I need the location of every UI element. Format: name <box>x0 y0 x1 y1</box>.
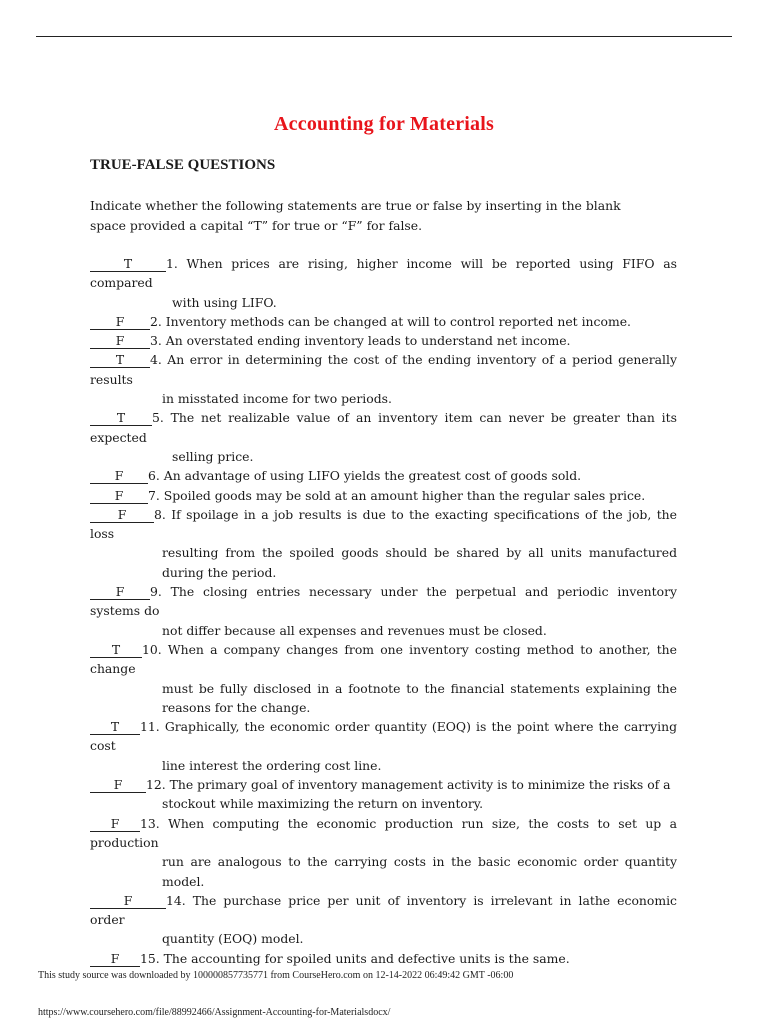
question-item <box>90 486 677 505</box>
question-item <box>90 814 677 891</box>
question-item <box>90 582 677 640</box>
source-url: https://www.coursehero.com/file/88992466/Assignment-Accounting-for-Materialsdocx/ <box>38 1007 391 1018</box>
question-text-continued: with using LIFO. <box>172 294 277 310</box>
question-number: 10. <box>142 641 162 657</box>
question-number: 11. <box>140 719 160 735</box>
answer-blank: F <box>90 315 150 330</box>
question-number: 2. <box>150 313 162 329</box>
answer-blank: F <box>90 952 140 967</box>
question-text: The primary goal of inventory management activity is to minimize the risks of a <box>165 777 671 793</box>
answer-blank: F <box>90 817 140 832</box>
question-number: 13. <box>140 815 160 831</box>
question-number: 5. <box>152 410 164 426</box>
question-item <box>90 466 677 485</box>
question-list <box>90 254 677 968</box>
question-text: If spoilage in a job results is due to the exacting specifications of the job, the loss <box>90 506 677 542</box>
question-item <box>90 312 677 331</box>
question-item <box>90 949 677 968</box>
answer-blank: F <box>90 334 150 349</box>
instructions-paragraph: Indicate whether the following statements are true or false by inserting in the blank space provided a capital “T” for true or “F” for false. <box>90 198 621 233</box>
question-text: The accounting for spoiled units and defective units is the same. <box>159 950 570 966</box>
question-item <box>90 640 677 717</box>
section-heading: TRUE-FALSE QUESTIONS <box>90 157 276 173</box>
question-item <box>90 408 677 466</box>
question-text: The closing entries necessary under the perpetual and periodic inventory systems do <box>90 584 677 619</box>
page-title: Accounting for Materials <box>274 113 494 135</box>
question-number: 8. <box>154 506 166 522</box>
question-text-continued: in misstated income for two periods. <box>162 391 392 407</box>
question-text: When prices are rising, higher income will be reported using FIFO as compared <box>90 256 677 291</box>
question-number: 4. <box>150 352 162 368</box>
answer-blank: F <box>90 585 150 600</box>
question-text: An advantage of using LIFO yields the greatest cost of goods sold. <box>159 468 582 484</box>
question-number: 3. <box>150 333 162 349</box>
question-item <box>90 254 677 312</box>
answer-blank: F <box>90 469 148 484</box>
answer-blank: T <box>90 411 152 426</box>
answer-blank: F <box>90 489 148 504</box>
question-item <box>90 717 677 775</box>
question-item <box>90 505 677 582</box>
answer-blank: T <box>90 353 150 368</box>
answer-blank: F <box>90 778 146 793</box>
question-text: The net realizable value of an inventory item can never be greater than its expected <box>90 410 677 445</box>
answer-blank: T <box>90 720 140 735</box>
question-text: Inventory methods can be changed at will to control reported net income. <box>161 313 631 329</box>
question-text-continued: selling price. <box>172 448 254 464</box>
question-item <box>90 331 677 350</box>
question-text-continued: must be fully disclosed in a footnote to the financial statements explaining the reasons for the change. <box>162 680 677 715</box>
download-notice: This study source was downloaded by 100000857735771 from CourseHero.com on 12-14-2022 06:49:42 GMT -06:00 <box>38 970 514 981</box>
top-rule <box>36 36 732 37</box>
question-text: When a company changes from one inventory costing method to another, the change <box>90 641 677 677</box>
answer-blank: T <box>90 257 166 272</box>
question-number: 7. <box>148 487 160 503</box>
question-text: The purchase price per unit of inventory is irrelevant in lathe economic order <box>90 892 677 928</box>
question-item <box>90 350 677 408</box>
question-text-continued: stockout while maximizing the return on inventory. <box>162 796 484 812</box>
question-text-continued: not differ because all expenses and revenues must be closed. <box>162 622 547 638</box>
answer-blank: T <box>90 643 142 658</box>
question-number: 12. <box>146 777 166 793</box>
question-text: An overstated ending inventory leads to understand net income. <box>161 333 571 349</box>
question-item <box>90 891 677 949</box>
question-number: 9. <box>150 584 162 600</box>
question-text-continued: line interest the ordering cost line. <box>162 757 382 773</box>
question-number: 15. <box>140 950 160 966</box>
question-text-continued: quantity (EOQ) model. <box>162 931 304 947</box>
question-number: 14. <box>166 892 186 908</box>
question-text-continued: run are analogous to the carrying costs in the basic economic order quantity model. <box>162 854 677 889</box>
question-item <box>90 775 677 814</box>
question-text: An error in determining the cost of the ending inventory of a period generally results <box>90 352 677 387</box>
question-number: 1. <box>166 256 178 271</box>
question-text: Spoiled goods may be sold at an amount higher than the regular sales price. <box>159 487 646 503</box>
question-text: When computing the economic production run size, the costs to set up a production <box>90 815 677 850</box>
question-number: 6. <box>148 468 160 484</box>
answer-blank: F <box>90 894 166 909</box>
answer-blank: F <box>90 508 154 523</box>
question-text: Graphically, the economic order quantity (EOQ) is the point where the carrying cost <box>90 719 677 754</box>
question-text-continued: resulting from the spoiled goods should be shared by all units manufactured during the period. <box>162 545 677 580</box>
